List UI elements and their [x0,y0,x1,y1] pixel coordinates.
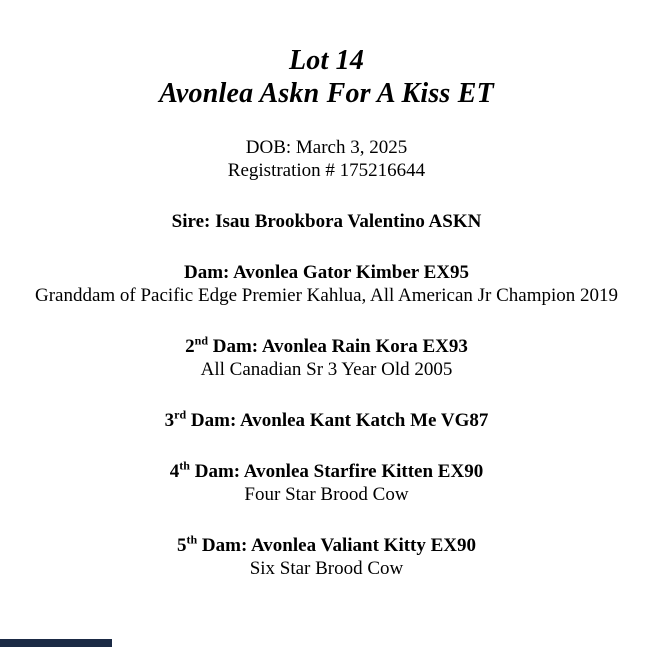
ordinal-number: 4 [169,461,180,482]
fourth-dam-line [0,460,653,483]
ordinal-superscript: nd [194,333,208,348]
third-dam-title: Dam: Avonlea Kant Katch Me VG87 [186,410,489,431]
dam-line: Dam: Avonlea Gator Kimber EX95 [184,262,469,283]
second-dam-line [0,335,653,358]
registration-line: Registration # 175216644 [227,160,426,181]
second-dam-section [0,335,653,381]
fifth-dam-line [0,534,653,557]
fourth-dam-note: Four Star Brood Cow [244,484,409,505]
dam-note: Granddam of Pacific Edge Premier Kahlua, All American Jr Champion 2019 [34,285,619,306]
bottom-left-dark-bar [0,639,112,647]
fifth-dam-section [0,534,653,580]
dam-section [0,261,653,307]
lot-number-title: Lot 14 [288,45,365,76]
fifth-dam-title: Dam: Avonlea Valiant Kitty EX90 [197,535,477,556]
fourth-dam-title: Dam: Avonlea Starfire Kitten EX90 [189,461,484,482]
lot-header [0,44,653,110]
second-dam-title: Dam: Avonlea Rain Kora EX93 [208,336,468,357]
animal-name-title: Avonlea Askn For A Kiss ET [159,78,494,109]
third-dam-section [0,409,653,432]
second-dam-note: All Canadian Sr 3 Year Old 2005 [200,359,453,380]
ordinal-superscript: th [179,458,190,473]
ordinal-number: 2 [185,336,195,357]
sire-line: Sire: Isau Brookbora Valentino ASKN [171,211,482,232]
third-dam-line [0,409,653,432]
dob-line: DOB: March 3, 2025 [245,137,408,158]
ordinal-superscript: rd [174,407,187,422]
fifth-dam-note: Six Star Brood Cow [249,558,404,579]
sire-section [0,210,653,233]
fourth-dam-section [0,460,653,506]
ordinal-number: 3 [164,410,175,431]
ordinal-number: 5 [176,535,187,556]
animal-info [0,136,653,182]
ordinal-superscript: th [186,532,198,547]
